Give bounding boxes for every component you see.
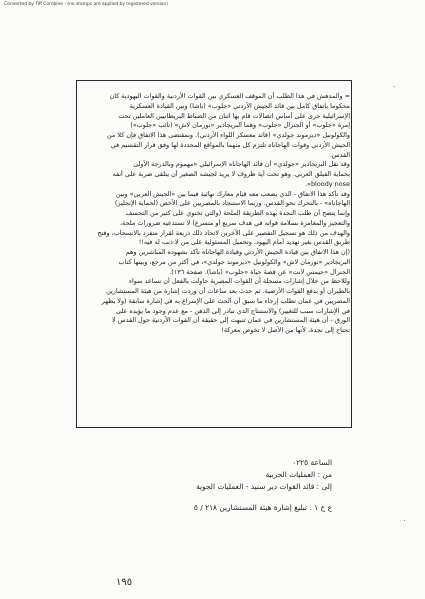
body-line: والهدف من ذلك هو تسجيل التقصير على الآخرين لاتخاذ ذلك ذريعة لقرار منفرد بالانسحاب، وفتح [97, 228, 350, 237]
body-line: إمرة «جلوب» أو الجنرال «جلوب» وهما البريجادير «نورمان لاش» (نائب «جلوب») [130, 121, 350, 130]
scan-speck [394, 86, 395, 87]
body-line: الإسرائيلية جرى على أساس اتصالات قام بها اثنان من الضباط البريطانيين العاملين تحت [118, 111, 350, 120]
body-line: الجنرال «جيمس لانت» عن قصة حياة «جلوب» (باشا). صفحة ١٣٦). [169, 267, 350, 276]
converter-banner: Converted by Tiff Combine - (no stamps are applied by registered version) [4, 2, 168, 7]
body-line: في الإشارات سبب للتغيير) والاستنتاج الذي تبادر إلى الذهن - مع عدم وجود ما يؤيده على [115, 306, 350, 315]
boxed-body-text [80, 92, 350, 336]
body-line: bloody nose». [304, 179, 350, 188]
body-line: الورق - أن هيئة المستشارين في عمان تنبهت إلى حقيقة أن القوات الأردنية حول القدس لا [112, 316, 350, 325]
signal-to: إلى : قائد القوات دير سنيد - العمليات الجوية [196, 482, 332, 491]
body-line: وإنما يتضح أن طلب النجدة بهذه الطريقة الملحة (والتي تحتوي على كثير من التحسف [125, 209, 350, 217]
body-line: البريجادير «نورمان لاش» والكولونيل «ديزموند جولدي»، في أكثر من مرجع، وبينها كتاب [118, 257, 350, 266]
body-line: المصريين في عمان تطلب إرجاء ما سبق أن الحث على الإسراع به في إشارة سابقة (ولا يظهر [101, 296, 350, 305]
body-line: = والمدهش في هذا الطلب أن الموقف العسكري بين القوات الأردنية والقوات اليهودية كان [109, 92, 350, 100]
scan-speck [404, 520, 405, 521]
body-line: تحتاج إلى نجدة، لأنها من الأصل لا تخوض معركة! [221, 326, 350, 334]
signal-from: من : العمليات الحربية [265, 470, 332, 479]
body-line: (إن هذا الاتفاق بين قيادة الجيش الأردني وقيادة الهاجاناه تأكد بشهوده المباشرين وهم [125, 248, 350, 256]
body-line: الهاجاناه» - بالتحرك نحو القدس. وربما الاستنجاد بالمصريين على الأخص (لحماية الإنجليز) [114, 199, 350, 208]
signal-time: الساعة ٠٢٢٥ [292, 458, 332, 467]
body-line: القدس. [329, 150, 350, 159]
body-line: بحماية الفيلق العربي. وهو تحت أية ظروف لا يريد لجيشه الصغير أن يتلقى ضربة على أنفه [112, 170, 350, 178]
body-line: وللاحظ من خلال إشارات مسجلة أن القوات المصرية حاولت بالفعل أن تساعد سواء [128, 277, 350, 286]
body-line: بالطيران أو بدفع القوات الأرضية. ثم حدث بعد ساعات أن وردت إشارة من هيئة المستشارين [106, 287, 350, 295]
body-line: محكوما باتفاق كامل بين قائد الجيش الأردني «جلوب» (باشا) وبين القيادة العسكرية [129, 101, 350, 110]
body-line: وقد نقل البريجادير «جولدي» أن قائد الهاجاناه الإسرائيلي «مهموم وبالدرجة الأولى [133, 160, 350, 169]
body-line: والتعجيز والمغامرة بسلامة قواته في هدف سريع أو متسرع) لا تستدعيه ضرورات ملحة، [120, 218, 350, 227]
page-number: ١٩٥ [116, 577, 133, 588]
body-line: طريق القدس بغير تهديد أمام اليهود، وتحميل المسئولية على من لا ذنب له فيه!! [138, 238, 350, 247]
body-line: وقد تأكد هذا الاتفاق - الذي يصعب معه قيام معارك نهائية فيما بين «الجيش العربي» وبين [115, 189, 350, 198]
body-line: والكولونيل «ديزموند جولدي» (قائد معسكر اللواء الأردني). وبمقتضى هذا الاتفاق فإن كلا من [106, 131, 350, 139]
signal-footer [100, 457, 332, 514]
signal-reference: ع ح ١ . تبليغ إشارة هيئة المستشارين ٢١٨ / ٥ [193, 503, 332, 512]
body-line: الجيش الأردني وقوات الهاجاناه تلتزم كل منهما بالمواقع المحددة لها وفق قرار التقسيم في [110, 140, 350, 149]
